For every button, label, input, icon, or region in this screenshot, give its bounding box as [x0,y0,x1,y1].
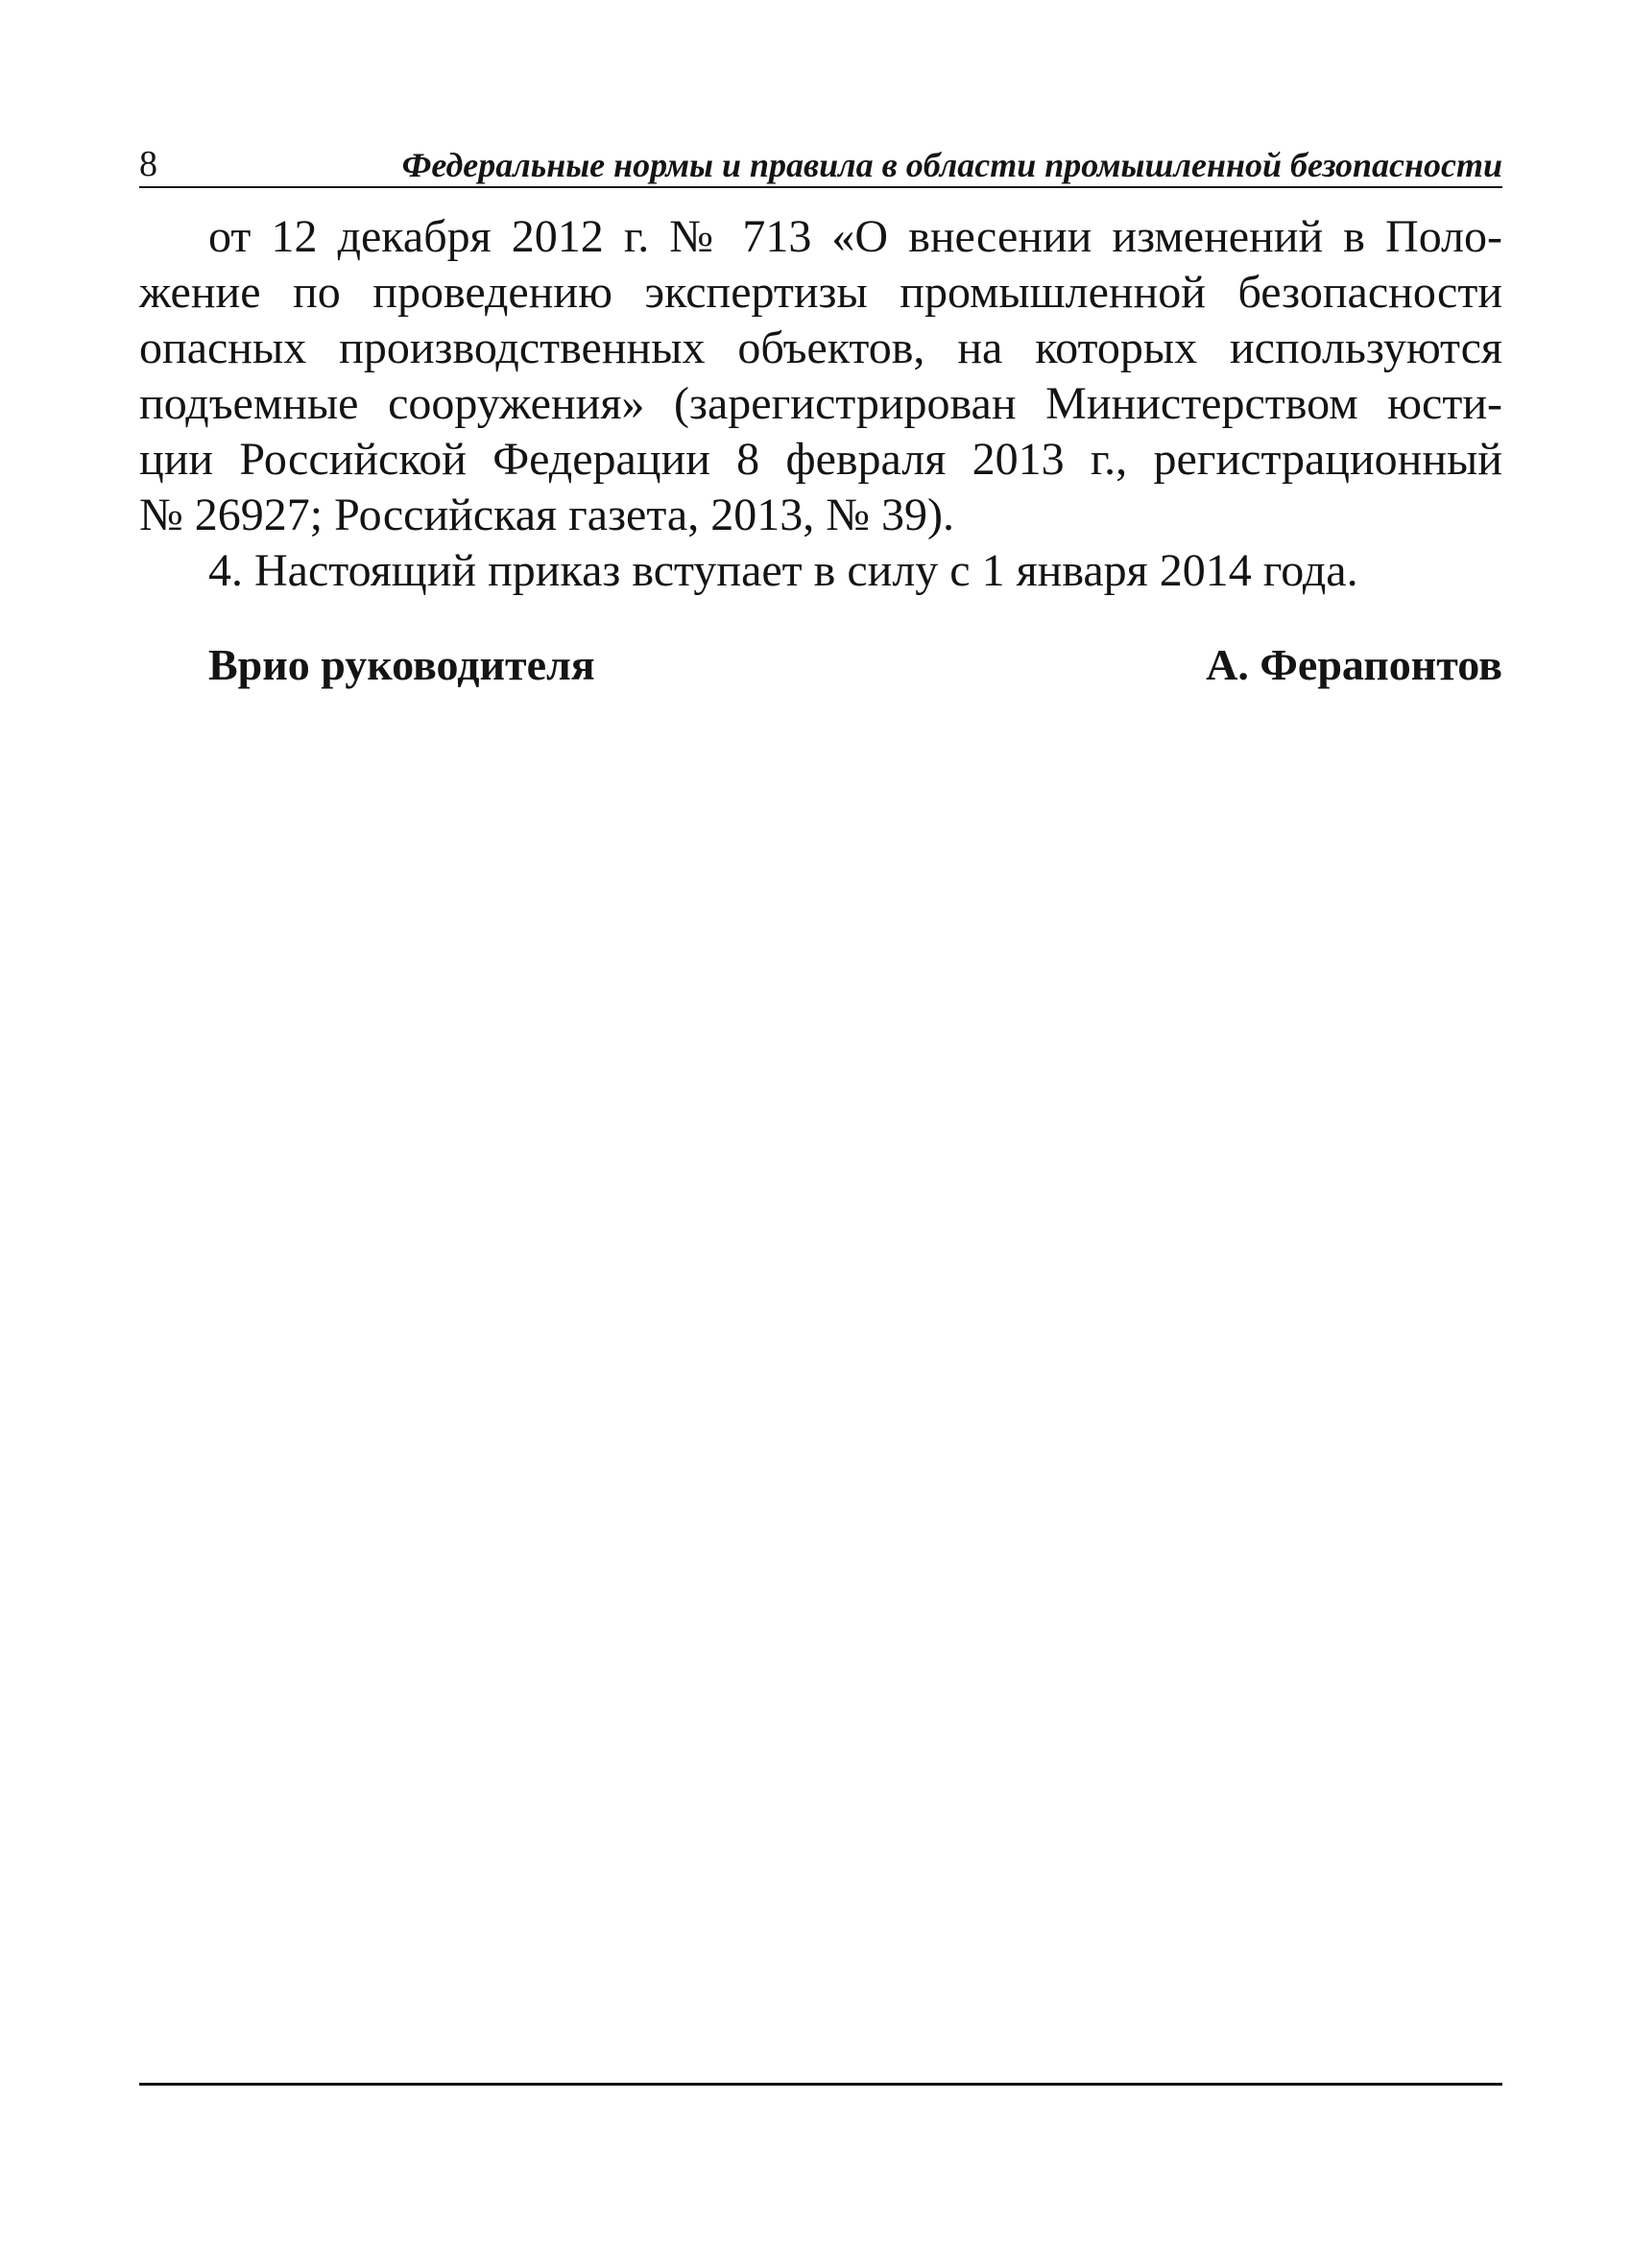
running-head [139,132,1502,188]
running-title: Федеральные нормы и правила в области промышленной безопасности [401,146,1502,184]
bottom-rule [139,2083,1502,2086]
body-line: жение по проведению экспертизы промышленной безопасности [139,267,1502,318]
body-text [139,209,1502,599]
body-line: подъемные сооружения» (зарегистрирован Министерством юсти- [139,378,1502,429]
clause-4: 4. Настоящий приказ вступает в силу с 1 января 2014 года. [208,545,1358,596]
body-line: ции Российской Федерации 8 февраля 2013 г., регистрационный [139,434,1502,485]
body-line: опасных производственных объектов, на которых используются [139,322,1502,373]
body-line: от 12 декабря 2012 г. № 713 «О внесении изменений в Поло- [208,211,1502,262]
signatory-name: А. Ферапонтов [1206,640,1502,689]
page-number: 8 [139,144,157,184]
body-line: № 26927; Российская газета, 2013, № 39). [139,489,954,540]
signatory-role: Врио руководителя [208,640,595,689]
